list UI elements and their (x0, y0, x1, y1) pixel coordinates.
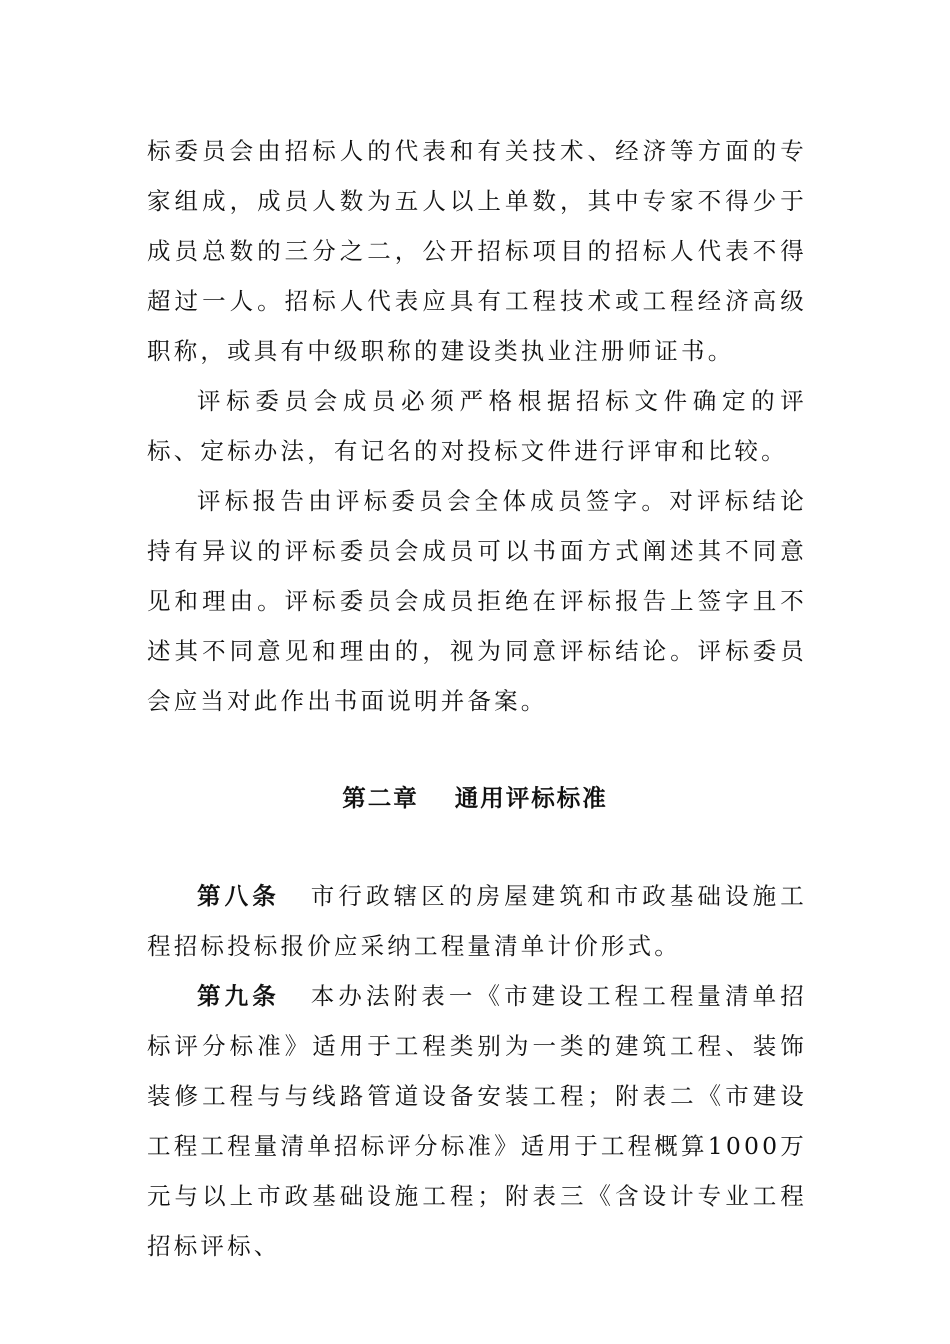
paragraph-evaluation-report: 评标报告由评标委员会全体成员签字。对评标结论持有异议的评标委员会成员可以书面方式阐述其不同意见和理由。评标委员会成员拒绝在评标报告上签字且不述其不同意见和理由的，视为同意评标结论。评标委员会应当对此作出书面说明并备案。 (147, 487, 807, 715)
article-9 (147, 971, 807, 1271)
article-8-text: 市行政辖区的房屋建筑和市政基础设施工程招标投标报价应采纳工程量清单计价形式。 (147, 882, 807, 960)
article-8-label: 第八条 (197, 882, 280, 910)
paragraph-evaluation-method: 评标委员会成员必须严格根据招标文件确定的评标、定标办法，有记名的对投标文件进行评审和比较。 (147, 387, 807, 465)
article-9-text: 本办法附表一《市建设工程工程量清单招标评分标准》适用于工程类别为一类的建筑工程、装饰装修工程与与线路管道设备安装工程；附表二《市建设工程工程量清单招标评分标准》适用于工程概算1000万元与以上市政基础设施工程；附表三《含设计专业工程招标评标、 (147, 982, 808, 1260)
article-9-label: 第九条 (197, 982, 280, 1010)
paragraph-committee-composition: 标委员会由招标人的代表和有关技术、经济等方面的专家组成，成员人数为五人以上单数，其中专家不得少于成员总数的三分之二，公开招标项目的招标人代表不得超过一人。招标人代表应具有工程技术或工程经济高级职称，或具有中级职称的建设类执业注册师证书。 (147, 137, 807, 365)
chapter-heading (0, 778, 950, 818)
chapter-title: 通用评标标准 (454, 784, 608, 812)
article-8 (147, 871, 807, 971)
chapter-number: 第二章 (342, 784, 419, 812)
